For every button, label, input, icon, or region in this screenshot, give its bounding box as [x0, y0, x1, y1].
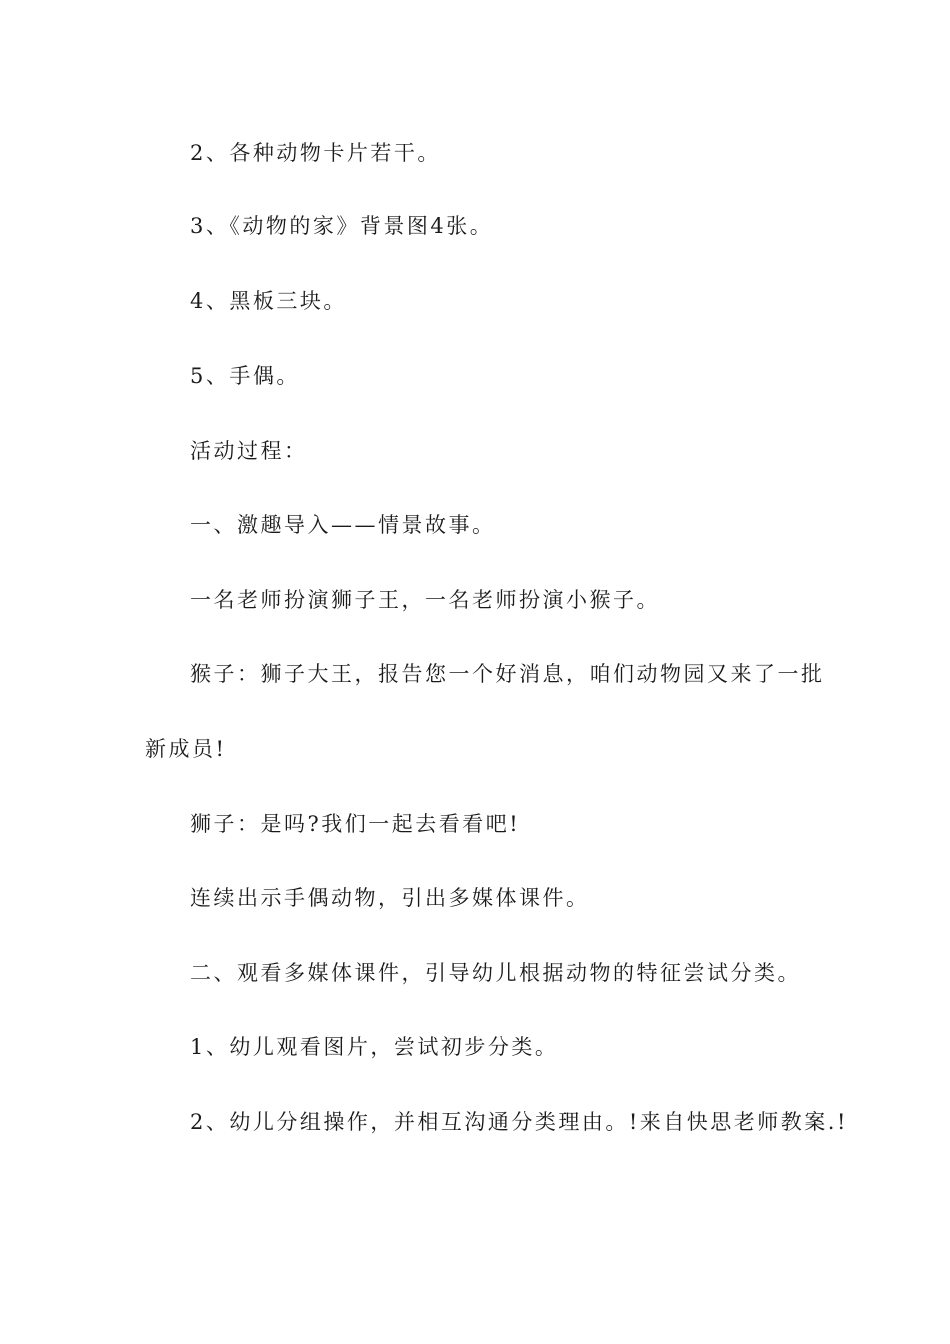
text-line: 猴子：狮子大王，报告您一个好消息，咱们动物园又来了一批	[190, 662, 825, 686]
text-line: 新成员!	[145, 737, 227, 761]
section-heading: 二、观看多媒体课件，引导幼儿根据动物的特征尝试分类。	[190, 961, 801, 985]
section-heading: 一、激趣导入——情景故事。	[190, 513, 496, 537]
text-line: 1、幼儿观看图片，尝试初步分类。	[190, 1035, 559, 1059]
text-line: 3、《动物的家》背景图4张。	[190, 214, 494, 238]
text-line: 4、黑板三块。	[190, 289, 347, 313]
text-line: 5、手偶。	[190, 364, 300, 388]
section-heading: 活动过程：	[190, 439, 308, 463]
text-line: 连续出示手偶动物，引出多媒体课件。	[190, 886, 590, 910]
text-line: 一名老师扮演狮子王，一名老师扮演小猴子。	[190, 588, 660, 612]
text-line: 2、幼儿分组操作，并相互沟通分类理由。!来自快思老师教案.!	[190, 1110, 848, 1134]
text-line: 2、各种动物卡片若干。	[190, 141, 441, 165]
text-line: 狮子：是吗?我们一起去看看吧!	[190, 812, 521, 836]
